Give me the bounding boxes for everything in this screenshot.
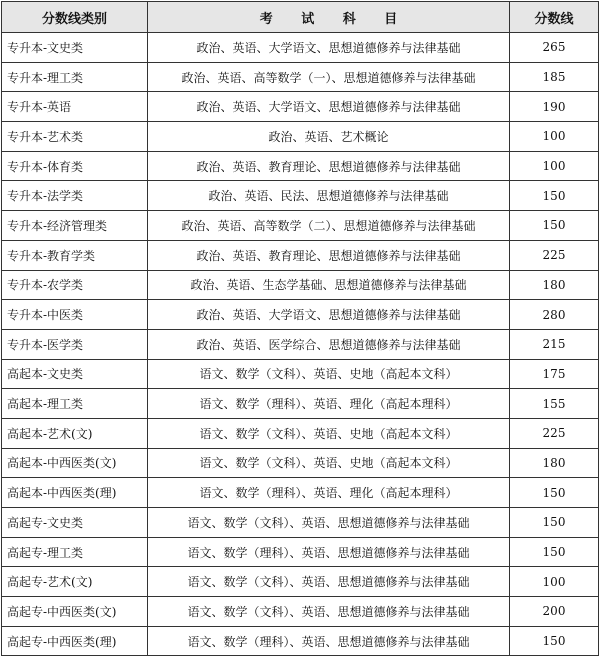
table-row <box>2 329 599 359</box>
table-row <box>2 92 599 122</box>
score-cell: 150 <box>510 211 599 241</box>
subjects-cell: 政治、英语、教育理论、思想道德修养与法律基础 <box>148 240 510 270</box>
table-row <box>2 567 599 597</box>
subjects-cell: 政治、英语、民法、思想道德修养与法律基础 <box>148 181 510 211</box>
score-cell: 155 <box>510 389 599 419</box>
category-cell: 专升本-农学类 <box>2 270 148 300</box>
header-subjects: 考 试 科 目 <box>148 2 510 33</box>
score-cell: 150 <box>510 508 599 538</box>
table-row <box>2 626 599 656</box>
subjects-cell: 语文、数学（理科）、英语、思想道德修养与法律基础 <box>148 537 510 567</box>
table-row <box>2 359 599 389</box>
score-cell: 100 <box>510 567 599 597</box>
table-row <box>2 597 599 627</box>
score-cell: 150 <box>510 537 599 567</box>
subjects-cell: 语文、数学（文科）、英语、史地（高起本文科） <box>148 448 510 478</box>
score-cell: 180 <box>510 448 599 478</box>
score-cell: 100 <box>510 122 599 152</box>
subjects-cell: 语文、数学（文科）、英语、思想道德修养与法律基础 <box>148 508 510 538</box>
table-row <box>2 181 599 211</box>
score-table <box>1 1 599 656</box>
category-cell: 高起本-文史类 <box>2 359 148 389</box>
subjects-cell: 语文、数学（文科）、英语、思想道德修养与法律基础 <box>148 567 510 597</box>
subjects-cell: 政治、英语、大学语文、思想道德修养与法律基础 <box>148 92 510 122</box>
category-cell: 高起本-中西医类(文) <box>2 448 148 478</box>
table-row <box>2 418 599 448</box>
subjects-cell: 语文、数学（文科）、英语、史地（高起本文科） <box>148 418 510 448</box>
score-cell: 215 <box>510 329 599 359</box>
category-cell: 专升本-英语 <box>2 92 148 122</box>
category-cell: 高起专-中西医类(文) <box>2 597 148 627</box>
table-row <box>2 508 599 538</box>
score-cell: 225 <box>510 418 599 448</box>
subjects-cell: 政治、英语、大学语文、思想道德修养与法律基础 <box>148 33 510 63</box>
table-row <box>2 62 599 92</box>
table-header <box>2 2 599 33</box>
subjects-cell: 政治、英语、生态学基础、思想道德修养与法律基础 <box>148 270 510 300</box>
category-cell: 专升本-中医类 <box>2 300 148 330</box>
subjects-cell: 语文、数学（理科）、英语、理化（高起本理科） <box>148 478 510 508</box>
score-cell: 180 <box>510 270 599 300</box>
score-cell: 265 <box>510 33 599 63</box>
table-row <box>2 478 599 508</box>
table-row <box>2 389 599 419</box>
score-cell: 190 <box>510 92 599 122</box>
score-cell: 150 <box>510 478 599 508</box>
score-cell: 175 <box>510 359 599 389</box>
subjects-cell: 政治、英语、医学综合、思想道德修养与法律基础 <box>148 329 510 359</box>
category-cell: 专升本-法学类 <box>2 181 148 211</box>
category-cell: 专升本-体育类 <box>2 151 148 181</box>
category-cell: 专升本-经济管理类 <box>2 211 148 241</box>
category-cell: 高起本-中西医类(理) <box>2 478 148 508</box>
category-cell: 高起专-中西医类(理) <box>2 626 148 656</box>
score-cell: 150 <box>510 181 599 211</box>
subjects-cell: 政治、英语、高等数学（二）、思想道德修养与法律基础 <box>148 211 510 241</box>
category-cell: 高起本-理工类 <box>2 389 148 419</box>
subjects-cell: 语文、数学（理科）、英语、思想道德修养与法律基础 <box>148 626 510 656</box>
subjects-cell: 政治、英语、教育理论、思想道德修养与法律基础 <box>148 151 510 181</box>
header-category: 分数线类别 <box>2 2 148 33</box>
category-cell: 专升本-医学类 <box>2 329 148 359</box>
subjects-cell: 政治、英语、大学语文、思想道德修养与法律基础 <box>148 300 510 330</box>
score-cell: 225 <box>510 240 599 270</box>
score-cell: 185 <box>510 62 599 92</box>
table-row <box>2 122 599 152</box>
table-row <box>2 300 599 330</box>
score-cell: 150 <box>510 626 599 656</box>
category-cell: 专升本-文史类 <box>2 33 148 63</box>
category-cell: 专升本-教育学类 <box>2 240 148 270</box>
category-cell: 专升本-理工类 <box>2 62 148 92</box>
subjects-cell: 语文、数学（文科）、英语、史地（高起本文科） <box>148 359 510 389</box>
category-cell: 高起专-艺术(文) <box>2 567 148 597</box>
category-cell: 专升本-艺术类 <box>2 122 148 152</box>
table-row <box>2 211 599 241</box>
header-score: 分数线 <box>510 2 599 33</box>
subjects-cell: 语文、数学（文科）、英语、思想道德修养与法律基础 <box>148 597 510 627</box>
subjects-cell: 政治、英语、高等数学（一）、思想道德修养与法律基础 <box>148 62 510 92</box>
category-cell: 高起专-理工类 <box>2 537 148 567</box>
table-body <box>2 33 599 656</box>
subjects-cell: 政治、英语、艺术概论 <box>148 122 510 152</box>
table-row <box>2 240 599 270</box>
table-row <box>2 151 599 181</box>
score-cell: 200 <box>510 597 599 627</box>
category-cell: 高起本-艺术(文) <box>2 418 148 448</box>
table-row <box>2 448 599 478</box>
table-row <box>2 270 599 300</box>
table-row <box>2 537 599 567</box>
score-cell: 100 <box>510 151 599 181</box>
score-cell: 280 <box>510 300 599 330</box>
table-row <box>2 33 599 63</box>
header-row <box>2 2 599 33</box>
category-cell: 高起专-文史类 <box>2 508 148 538</box>
subjects-cell: 语文、数学（理科）、英语、理化（高起本理科） <box>148 389 510 419</box>
